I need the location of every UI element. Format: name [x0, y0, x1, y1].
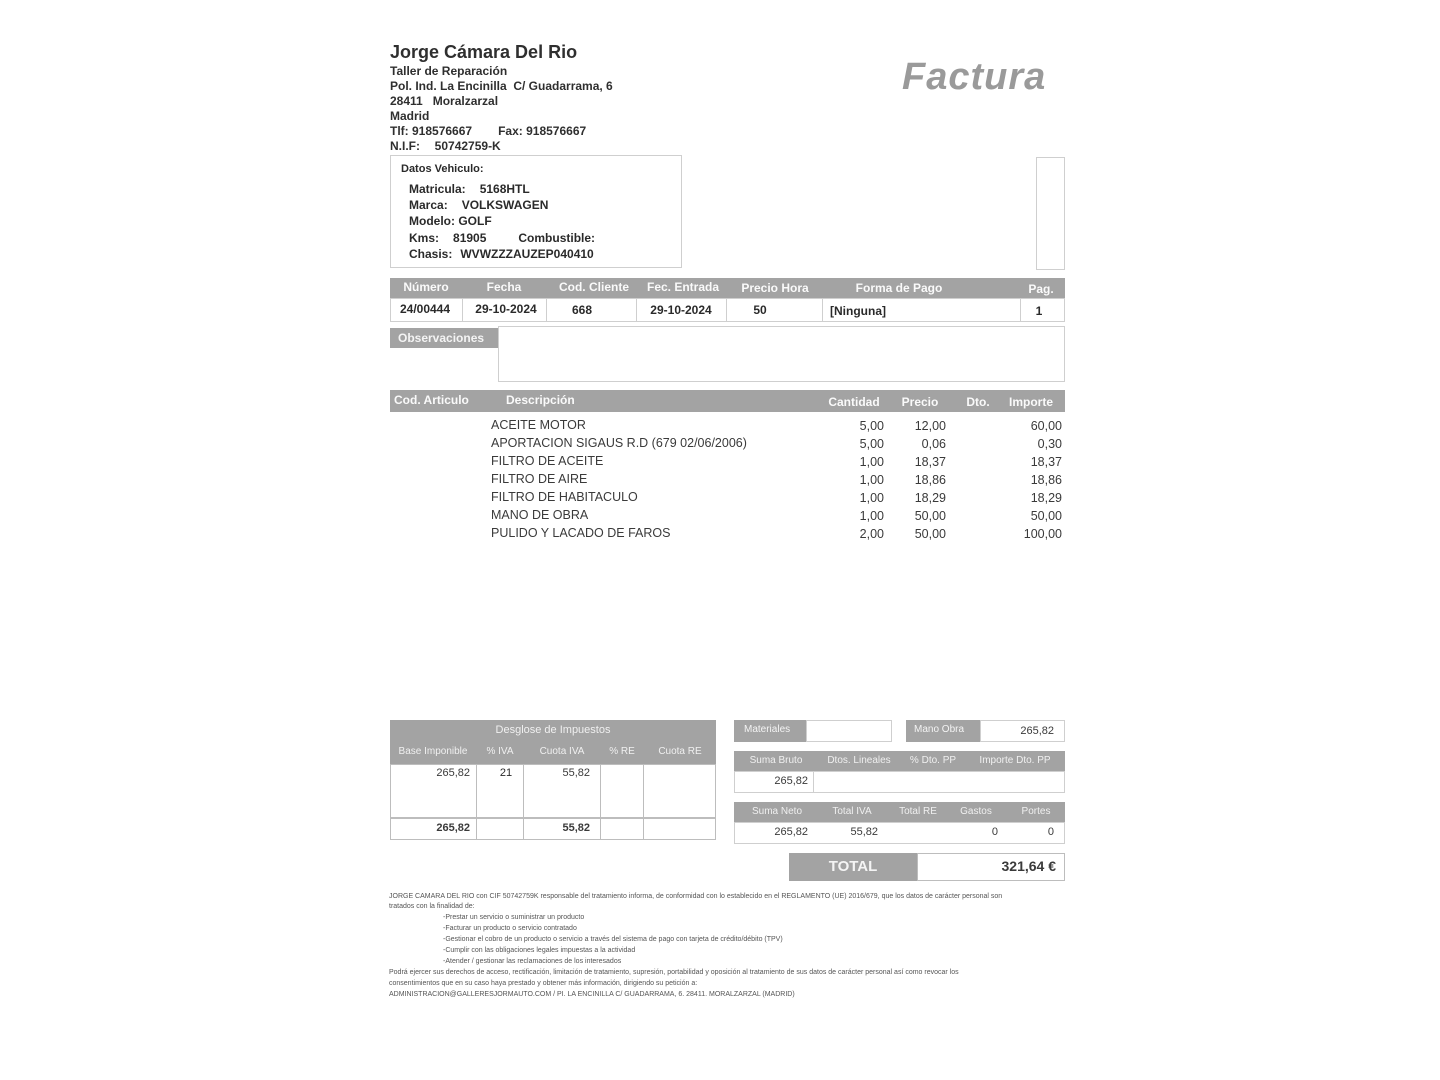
- marca-row: [409, 198, 548, 212]
- neto-header-suma: Suma Neto: [751, 806, 803, 817]
- materiales-value-box: [806, 720, 892, 742]
- tax-header-base: Base Imponible: [398, 746, 468, 757]
- item-precio: 18,37: [914, 455, 946, 469]
- value-fec-entrada: 29-10-2024: [650, 303, 712, 317]
- materiales-label: Materiales: [734, 720, 806, 742]
- tax-cuota-iva: 55,82: [562, 767, 590, 779]
- bruto-header-dto-pp: % Dto. PP: [909, 755, 957, 766]
- item-importe: 100,00: [1023, 527, 1062, 541]
- tax-base: 265,82: [436, 767, 470, 779]
- company-nif-row: [390, 139, 613, 154]
- header-fec-entrada: Fec. Entrada: [646, 280, 720, 294]
- privacy-bullet: -Atender / gestionar las reclamaciones de los interesados: [443, 958, 622, 965]
- tax-col: [600, 818, 644, 840]
- observaciones-label: Observaciones: [390, 328, 498, 348]
- chasis-row: [409, 247, 594, 261]
- item-cant: 1,00: [859, 509, 884, 523]
- tlf-value: 918576667: [412, 124, 473, 138]
- neto-header-gastos: Gastos: [960, 806, 992, 817]
- privacy-line-3: Podrá ejercer sus derechos de acceso, rectificación, limitación de tratamiento, supresión, portabilidad y oposición al tratamiento de sus datos de carácter personal así como revocar los: [389, 969, 959, 976]
- total-label: TOTAL: [789, 853, 917, 881]
- item-desc: FILTRO DE AIRE: [491, 472, 588, 486]
- item-precio: 18,29: [914, 491, 946, 505]
- modelo-label: Modelo:: [409, 214, 455, 228]
- item-importe: 18,86: [1030, 473, 1062, 487]
- item-desc: FILTRO DE ACEITE: [491, 454, 604, 468]
- item-cant: 1,00: [859, 491, 884, 505]
- bruto-header-dtos: Dtos. Lineales: [827, 755, 891, 766]
- neto-portes-value: 0: [1047, 826, 1054, 838]
- kms-row: [409, 231, 595, 245]
- header-precio: Precio: [901, 395, 939, 409]
- item-desc: APORTACION SIGAUS R.D (679 02/06/2006): [491, 436, 747, 450]
- value-cod-cliente: 668: [571, 303, 593, 317]
- neto-header-re: Total RE: [899, 806, 937, 817]
- company-address: Pol. Ind. La Encinilla C/ Guadarrama, 6: [390, 79, 613, 93]
- tax-header-iva: % IVA: [486, 746, 514, 757]
- header-fecha: Fecha: [486, 280, 522, 294]
- header-descripcion: Descripción: [506, 393, 575, 407]
- item-precio: 0,06: [921, 437, 946, 451]
- item-importe: 0,30: [1037, 437, 1062, 451]
- tlf-label: Tlf:: [390, 124, 409, 138]
- item-cant: 5,00: [859, 437, 884, 451]
- company-line-1: Taller de Reparación: [390, 64, 508, 78]
- marca-value: VOLKSWAGEN: [461, 198, 549, 212]
- header-cod-cliente: Cod. Cliente: [558, 280, 629, 294]
- item-importe: 18,29: [1030, 491, 1062, 505]
- matricula-label: Matricula:: [409, 182, 466, 196]
- item-importe: 18,37: [1030, 455, 1062, 469]
- item-cant: 5,00: [859, 419, 884, 433]
- divider: [822, 298, 823, 322]
- mano-obra-label: Mano Obra: [906, 720, 980, 742]
- right-blank-box: [1036, 157, 1065, 270]
- neto-header-iva: Total IVA: [832, 806, 872, 817]
- document-title: Factura: [902, 56, 1047, 98]
- modelo-row: [409, 214, 492, 228]
- bruto-header-importe-dto: Importe Dto. PP: [979, 755, 1051, 766]
- company-phone-row: [390, 124, 613, 139]
- header-dto: Dto.: [966, 395, 990, 409]
- item-desc: MANO DE OBRA: [491, 508, 589, 522]
- company-info: [390, 40, 613, 154]
- item-precio: 50,00: [914, 509, 946, 523]
- privacy-bullet: -Cumplir con las obligaciones legales impuestas a la actividad: [443, 947, 636, 954]
- privacy-bullet: -Facturar un producto o servicio contratado: [443, 925, 577, 932]
- value-forma-pago: [Ninguna]: [830, 304, 886, 318]
- matricula-value: 5168HTL: [479, 182, 530, 196]
- tax-header-re: % RE: [609, 746, 635, 757]
- tax-header-cuota-re: Cuota RE: [658, 746, 702, 757]
- item-precio: 18,86: [914, 473, 946, 487]
- privacy-line-4: consentimientos que en su caso haya prestado y obtener más información, dirigiendo su petición a:: [389, 980, 698, 987]
- item-desc: ACEITE MOTOR: [491, 418, 586, 432]
- neto-iva-value: 55,82: [850, 826, 878, 838]
- privacy-bullet: -Gestionar el cobro de un producto o servicio a través del sistema de pago con tarjeta de crédito/débito (TPV): [443, 936, 783, 943]
- value-precio-hora: 50: [753, 303, 767, 317]
- vehicle-title: Datos Vehiculo:: [401, 163, 484, 175]
- company-city: Madrid: [390, 109, 430, 123]
- header-precio-hora: Precio Hora: [741, 281, 809, 295]
- header-cantidad: Cantidad: [828, 395, 880, 409]
- privacy-line-5: ADMINISTRACION@GALLERESJORMAUTO.COM / PI. LA ENCINILLA C/ GUADARRAMA, 6. 28411. MORALZARZAL (MADRID): [389, 991, 795, 998]
- value-numero: 24/00444: [399, 302, 451, 316]
- bruto-header-suma: Suma Bruto: [749, 755, 803, 766]
- header-cod-articulo: Cod. Articulo: [394, 393, 469, 407]
- marca-label: Marca:: [409, 198, 448, 212]
- tax-col: [476, 818, 524, 840]
- tax-col: [600, 764, 644, 818]
- nif-label: N.I.F:: [390, 139, 420, 153]
- kms-value: 81905: [453, 231, 487, 245]
- tax-total-base: 265,82: [436, 822, 470, 834]
- tax-title: Desglose de Impuestos: [495, 724, 611, 736]
- value-fecha: 29-10-2024: [475, 302, 537, 316]
- bruto-suma-value: 265,82: [774, 775, 808, 787]
- total-value: 321,64 €: [1001, 858, 1056, 874]
- chasis-label: Chasis:: [409, 247, 453, 261]
- company-name: Jorge Cámara Del Rio: [390, 42, 578, 62]
- combustible-label: Combustible:: [518, 231, 596, 245]
- header-forma-pago: Forma de Pago: [855, 281, 943, 295]
- neto-gastos-value: 0: [991, 826, 998, 838]
- nif-value: 50742759-K: [434, 139, 501, 153]
- item-precio: 50,00: [914, 527, 946, 541]
- header-pag: Pag.: [1028, 282, 1054, 296]
- mano-obra-value: 265,82: [1020, 725, 1054, 737]
- item-precio: 12,00: [914, 419, 946, 433]
- company-postal: 28411 Moralzarzal: [390, 94, 499, 108]
- neto-suma-value: 265,82: [774, 826, 808, 838]
- privacy-line-2: tratados con la finalidad de:: [389, 903, 475, 910]
- chasis-value: WVWZZZAUZEP040410: [460, 247, 594, 261]
- tax-iva: 21: [499, 767, 513, 779]
- header-importe: Importe: [1008, 395, 1053, 409]
- item-importe: 50,00: [1030, 509, 1062, 523]
- privacy-line-1: JORGE CAMARA DEL RIO con CIF 50742759K responsable del tratamiento informa, de conformidad con lo establecido en el REGLAMENTO (UE) 2016/679, que los datos de carácter personal son: [389, 893, 1003, 900]
- tax-total-cuota: 55,82: [562, 822, 590, 834]
- divider: [462, 298, 463, 322]
- tax-header-cuota-iva: Cuota IVA: [539, 746, 585, 757]
- item-importe: 60,00: [1030, 419, 1062, 433]
- item-cant: 1,00: [859, 473, 884, 487]
- fax-value: 918576667: [526, 124, 587, 138]
- item-desc: PULIDO Y LACADO DE FAROS: [491, 526, 671, 540]
- kms-label: Kms:: [409, 231, 440, 245]
- item-cant: 1,00: [859, 455, 884, 469]
- vehicle-box: [390, 155, 682, 268]
- observaciones-box: [498, 326, 1065, 382]
- value-pag: 1: [1035, 304, 1043, 318]
- matricula-row: [409, 182, 530, 196]
- item-desc: FILTRO DE HABITACULO: [491, 490, 638, 504]
- privacy-bullet: -Prestar un servicio o suministrar un producto: [443, 914, 585, 921]
- item-cant: 2,00: [859, 527, 884, 541]
- fax-label: Fax:: [498, 124, 523, 138]
- neto-header-portes: Portes: [1021, 806, 1051, 817]
- modelo-value: GOLF: [458, 214, 492, 228]
- header-numero: Número: [403, 280, 449, 294]
